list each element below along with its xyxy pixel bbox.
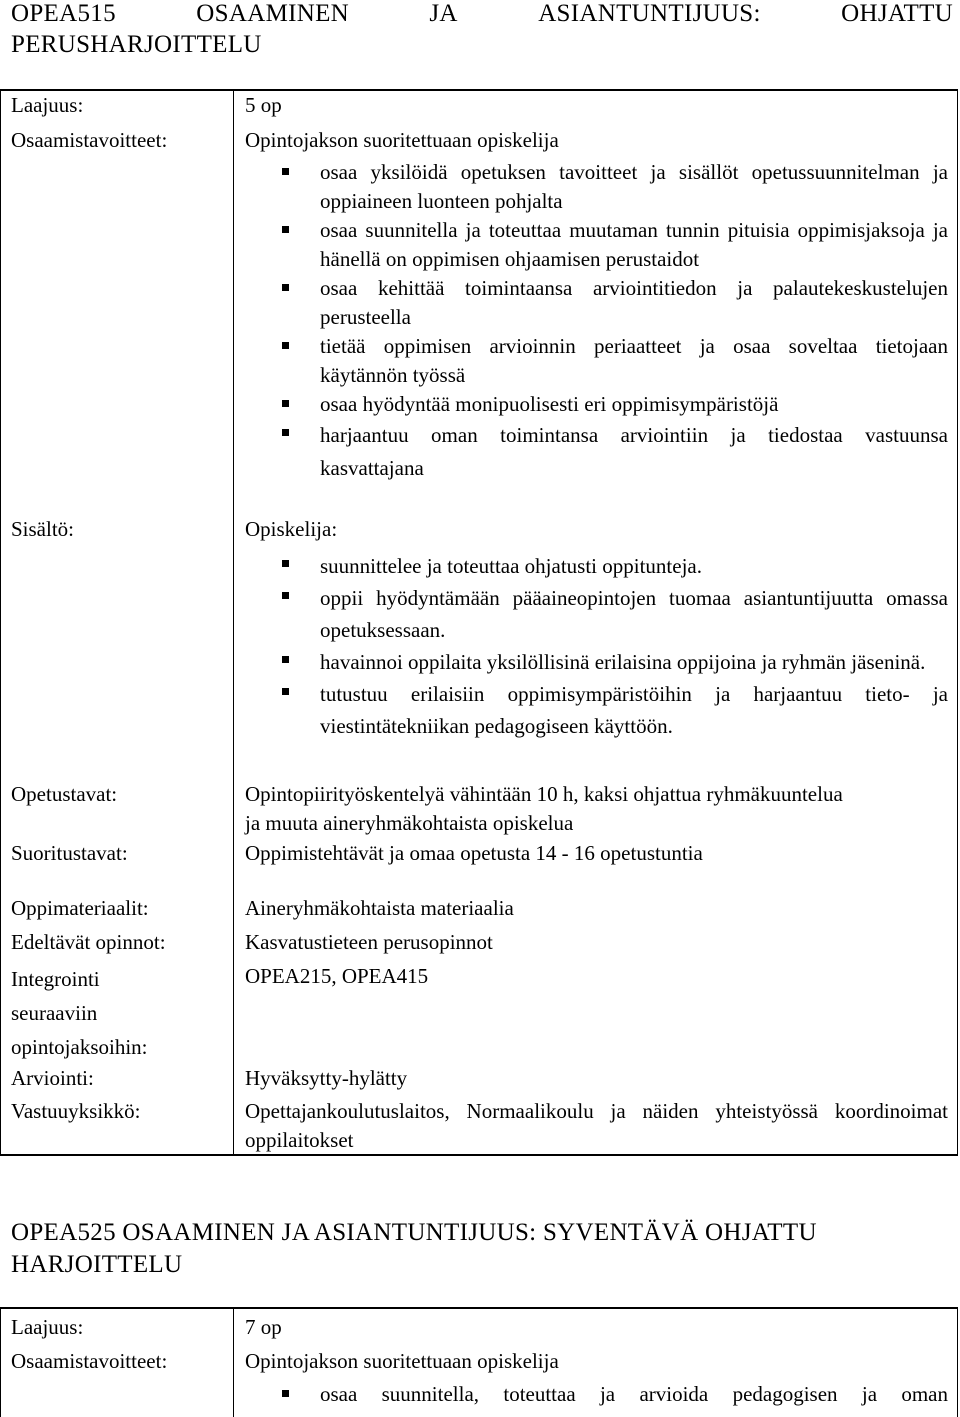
integrointi-value: OPEA215, OPEA415 — [245, 964, 429, 988]
integrointi-label-line1: Integrointi — [11, 967, 100, 991]
bullet-icon — [282, 429, 289, 436]
oppimateriaalit-label: Oppimateriaalit: — [11, 896, 149, 920]
integrointi-label — [11, 962, 231, 1064]
bullet-icon — [282, 226, 289, 233]
course1-title-code: OPEA515 — [11, 0, 116, 27]
edeltavat-value: Kasvatustieteen perusopinnot — [245, 930, 493, 954]
bullet-icon — [282, 1390, 289, 1397]
sisalto-list — [245, 550, 948, 742]
oppimateriaalit-value: Aineryhmäkohtaista materiaalia — [245, 896, 514, 920]
suoritustavat-value: Oppimistehtävät ja omaa opetusta 14 - 16 opetustuntia — [245, 841, 703, 865]
sisalto-intro: Opiskelija: — [245, 517, 338, 541]
list-item: osaa suunnitella, toteuttaa ja arvioida pedagogisen ja oman — [245, 1380, 948, 1409]
course1-title-word2: JA — [429, 0, 458, 27]
list-item: osaa kehittää toimintaansa arviointitiedon ja palautekeskustelujen perusteella — [245, 274, 948, 332]
bullet-icon — [282, 400, 289, 407]
course1-title-word1: OSAAMINEN — [196, 0, 349, 27]
list-item: oppii hyödyntämään pääaineopintojen tuomaa asiantuntijuutta omassa opetuksessaan. — [245, 582, 948, 646]
list-item: tietää oppimisen arvioinnin periaatteet ja osaa soveltaa tietojaan käytännön työssä — [245, 332, 948, 390]
osaamistavoitteet-intro: Opintojakson suoritettuaan opiskelija — [245, 128, 559, 152]
list-item: harjaantuu oman toimintansa arviointiin ja tiedostaa vastuunsa kasvattajana — [245, 419, 948, 485]
vastuuyksikko-label: Vastuuyksikkö: — [11, 1099, 141, 1123]
course2-laajuus-label: Laajuus: — [11, 1315, 84, 1339]
integrointi-label-line3: opintojaksoihin: — [11, 1035, 148, 1059]
bullet-icon — [282, 560, 289, 567]
osaamistavoitteet-list — [245, 158, 948, 485]
list-item: osaa suunnitella ja toteuttaa muutaman tunnin pituisia oppimisjaksoja ja hänellä on oppimisen ohjaamisen perustaidot — [245, 216, 948, 274]
integrointi-label-line2: seuraaviin — [11, 1001, 98, 1025]
arviointi-value: Hyväksytty-hylätty — [245, 1066, 408, 1090]
course2-laajuus-value: 7 op — [245, 1315, 282, 1339]
course2-title-line1: OPEA525 OSAAMINEN JA ASIANTUNTIJUUS: SYVENTÄVÄ OHJATTU — [11, 1219, 817, 1246]
course2-osaamistavoitteet-intro: Opintojakson suoritettuaan opiskelija — [245, 1349, 559, 1373]
bullet-icon — [282, 592, 289, 599]
vastuuyksikko-value: Opettajankoulutuslaitos, Normaalikoulu ja näiden yhteistyössä koordinoimat oppilaitokset — [245, 1099, 948, 1152]
suoritustavat-label: Suoritustavat: — [11, 841, 128, 865]
course2-osaamistavoitteet-list — [245, 1380, 948, 1409]
course1-title-word3: ASIANTUNTIJUUS: — [538, 0, 761, 27]
list-item: tutustuu erilaisiin oppimisympäristöihin ja harjaantuu tieto- ja viestintätekniikan pedagogiseen käyttöön. — [245, 678, 948, 742]
list-item: havainnoi oppilaita yksilöllisinä erilaisina oppijoina ja ryhmän jäseninä. — [245, 646, 948, 678]
list-item: suunnittelee ja toteuttaa ohjatusti oppitunteja. — [245, 550, 948, 582]
list-item: osaa yksilöidä opetuksen tavoitteet ja sisällöt opetussuunnitelman ja oppiaineen luonteen pohjalta — [245, 158, 948, 216]
course1-title-line2: PERUSHARJOITTELU — [11, 31, 262, 58]
course2-osaamistavoitteet-label: Osaamistavoitteet: — [11, 1349, 168, 1373]
course1-title-word4: OHJATTU — [841, 0, 953, 27]
laajuus-value: 5 op — [245, 93, 282, 117]
opetustavat-label: Opetustavat: — [11, 782, 118, 806]
bullet-icon — [282, 284, 289, 291]
bullet-icon — [282, 168, 289, 175]
list-item: osaa hyödyntää monipuolisesti eri oppimisympäristöjä — [245, 390, 948, 419]
bullet-icon — [282, 656, 289, 663]
bullet-icon — [282, 342, 289, 349]
sisalto-label: Sisältö: — [11, 517, 75, 541]
course1-title-line1 — [11, 0, 953, 29]
osaamistavoitteet-label: Osaamistavoitteet: — [11, 128, 168, 152]
laajuus-label: Laajuus: — [11, 93, 84, 117]
edeltavat-label: Edeltävät opinnot: — [11, 930, 166, 954]
arviointi-label: Arviointi: — [11, 1066, 94, 1090]
course2-title-line2: HARJOITTELU — [11, 1251, 183, 1278]
bullet-icon — [282, 688, 289, 695]
opetustavat-value: Opintopiirityöskentelyä vähintään 10 h, kaksi ohjattua ryhmäkuuntelua ja muuta aineryhmäkohtaista opiskelua — [245, 782, 843, 835]
